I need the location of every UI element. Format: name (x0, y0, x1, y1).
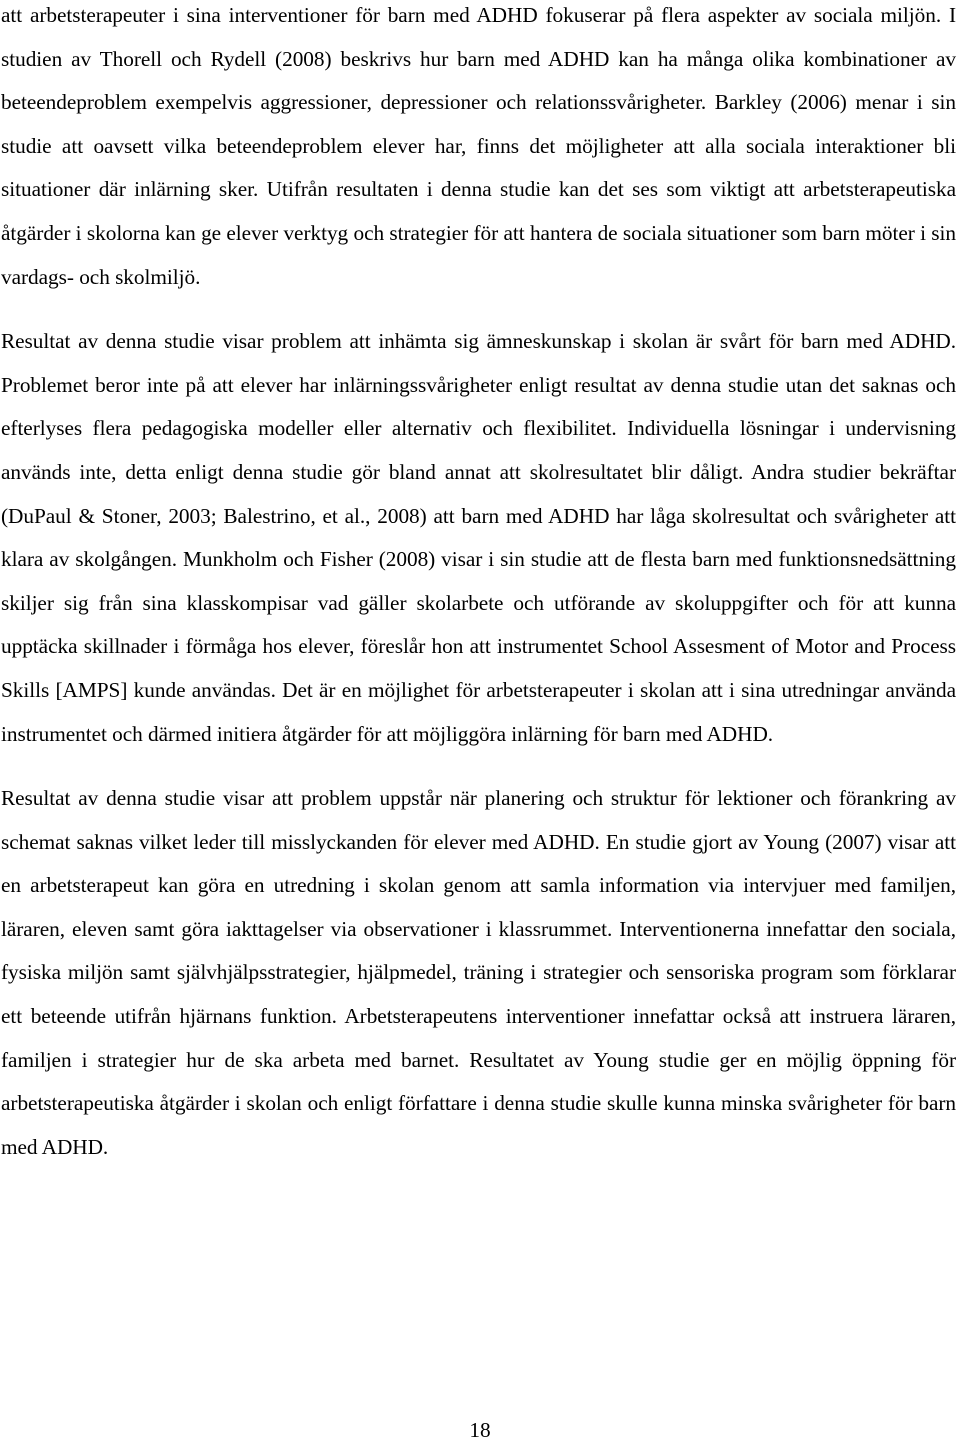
page-number: 18 (469, 1418, 491, 1442)
paragraph-school-knowledge: Resultat av denna studie visar problem att inhämta sig ämneskunskap i skolan är svårt för barn med ADHD. Problemet beror inte på att elever har inlärningssvårigheter enligt resultat av denna studie utan det saknas och efterlyses flera pedagogiska modeller eller alternativ och flexibilitet. Individuella lösningar i undervisning används inte, detta enligt denna studie gör bland annat att skolresultatet blir dåligt. Andra studier bekräftar (DuPaul & Stoner, 2003; Balestrino, et al., 2008) att barn med ADHD har låga skolresultat och svårigheter att klara av skolgången. Munkholm och Fisher (2008) visar i sin studie att de flesta barn med funktionsnedsättning skiljer sig från sina klasskompisar vad gäller skolarbete och utförande av skoluppgifter och för att kunna upptäcka skillnader i förmåga hos elever, föreslår hon att instrumentet School Assesment of Motor and Process Skills [AMPS] kunde användas. Det är en möjlighet för arbetsterapeuter i skolan att i sina utredningar använda instrumentet och därmed initiera åtgärder för att möjliggöra inlärning för barn med ADHD. (1, 329, 956, 746)
paragraph-planning-structure: Resultat av denna studie visar att problem uppstår när planering och struktur för lektioner och förankring av schemat saknas vilket leder till misslyckanden för elever med ADHD. En studie gjort av Young (2007) visar att en arbetsterapeut kan göra en utredning i skolan genom att samla information via intervjuer med familjen, läraren, eleven samt göra iakttagelser via observationer i klassrummet. Interventionerna innefattar den sociala, fysiska miljön samt självhjälpsstrategier, hjälpmedel, träning i strategier och sensoriska program som förklarar ett beteende utifrån hjärnans funktion. Arbetsterapeutens interventioner innefattar också att instruera läraren, familjen i strategier hur de ska arbeta med barnet. Resultatet av Young studie ger en möjlig öppning för arbetsterapeutiska åtgärder i skolan och enligt författare i denna studie skulle kunna minska svårigheter för barn med ADHD. (1, 786, 956, 1159)
paragraph-social-environment: att arbetsterapeuter i sina interventioner för barn med ADHD fokuserar på flera aspekter av sociala miljön. I studien av Thorell och Rydell (2008) beskrivs hur barn med ADHD kan ha många olika kombinationer av beteendeproblem exempelvis aggressioner, depressioner och relationssvårigheter. Barkley (2006) menar i sin studie att oavsett vilka beteendeproblem elever har, finns det möjligheter att alla sociala interaktioner bli situationer där inlärning sker. Utifrån resultaten i denna studie kan det ses som viktigt att arbetsterapeutiska åtgärder i skolorna kan ge elever verktyg och strategier för att hantera de sociala situationer som barn möter i sin vardags- och skolmiljö. (1, 3, 956, 289)
body-text (1, 0, 956, 1169)
